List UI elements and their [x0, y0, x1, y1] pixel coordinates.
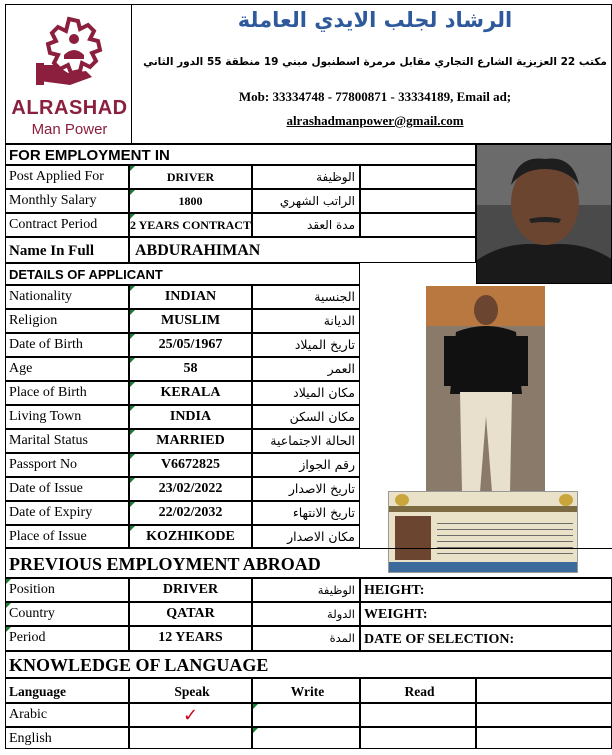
details-row-label: Place of Issue: [5, 525, 129, 548]
details-row-label: Date of Birth: [5, 333, 129, 357]
language-header-write: Write: [252, 678, 360, 703]
details-row-label: Age: [5, 357, 129, 381]
details-row-label: Place of Birth: [5, 381, 129, 405]
details-row-arabic: العمر: [252, 357, 360, 381]
previous-row-arabic: الوظيفة: [252, 578, 360, 602]
details-row-arabic: تاريخ الانتهاء: [252, 501, 360, 525]
employment-row-label: Monthly Salary: [5, 189, 129, 213]
language-row-name: Arabic: [5, 703, 129, 727]
previous-row-arabic: الدولة: [252, 602, 360, 626]
portrait-image: [477, 145, 612, 284]
language-header-language: Language: [5, 678, 129, 703]
language-blank-cell: [476, 703, 612, 727]
employment-row-arabic: مدة العقد: [252, 213, 360, 237]
employment-row-label: Contract Period: [5, 213, 129, 237]
logo-text-bottom: Man Power: [31, 121, 108, 138]
details-row-value: KOZHIKODE: [129, 525, 252, 548]
language-write-cell[interactable]: [252, 727, 360, 749]
language-header-blank: [476, 678, 612, 703]
details-row-arabic: الجنسية: [252, 285, 360, 309]
details-row-arabic: تاريخ الاصدار: [252, 477, 360, 501]
previous-row-value: QATAR: [129, 602, 252, 626]
language-read-cell[interactable]: [360, 727, 476, 749]
name-value: ABDURAHIMAN: [129, 237, 476, 263]
language-speak-check[interactable]: ✓: [129, 703, 252, 727]
details-row-arabic: مكان الميلاد: [252, 381, 360, 405]
language-write-cell[interactable]: [252, 703, 360, 727]
details-row-value: MUSLIM: [129, 309, 252, 333]
employment-row-value: 1800: [129, 189, 252, 213]
details-row-value: INDIA: [129, 405, 252, 429]
full-body-image: [426, 286, 545, 492]
id-card-seal-icon: [395, 494, 409, 506]
details-row-value: 58: [129, 357, 252, 381]
details-row-label: Marital Status: [5, 429, 129, 453]
employment-row-arabic: الراتب الشهري: [252, 189, 360, 213]
employment-row-blank: [360, 213, 476, 237]
logo-text-top: ALRASHAD: [11, 97, 128, 119]
previous-row-right-field: DATE OF SELECTION:: [360, 626, 612, 651]
previous-row-right-field: WEIGHT:: [360, 602, 612, 626]
details-row-label: Living Town: [5, 405, 129, 429]
previous-row-label: Position: [5, 578, 129, 602]
previous-row-label: Period: [5, 626, 129, 651]
previous-row-value: DRIVER: [129, 578, 252, 602]
name-label: Name In Full: [5, 237, 129, 263]
details-row-arabic: رقم الجواز: [252, 453, 360, 477]
details-row-arabic: الديانة: [252, 309, 360, 333]
details-row-label: Passport No: [5, 453, 129, 477]
details-row-value: 22/02/2032: [129, 501, 252, 525]
employment-section-title: FOR EMPLOYMENT IN: [5, 144, 476, 165]
details-row-value: INDIAN: [129, 285, 252, 309]
details-row-arabic: الحالة الاجتماعية: [252, 429, 360, 453]
details-row-value: 23/02/2022: [129, 477, 252, 501]
language-section-title: KNOWLEDGE OF LANGUAGE: [5, 651, 612, 678]
employment-row-blank: [360, 165, 476, 189]
details-row-label: Date of Issue: [5, 477, 129, 501]
applicant-photo-full: [426, 286, 545, 492]
employment-row-label: Post Applied For: [5, 165, 129, 189]
logo-icon: [34, 15, 104, 93]
details-row-label: Nationality: [5, 285, 129, 309]
previous-row-right-field: HEIGHT:: [360, 578, 612, 602]
id-card-header-band: [389, 506, 578, 512]
details-row-arabic: مكان الاصدار: [252, 525, 360, 548]
details-row-label: Religion: [5, 309, 129, 333]
employment-row-value: DRIVER: [129, 165, 252, 189]
language-header-read: Read: [360, 678, 476, 703]
details-row-value: MARRIED: [129, 429, 252, 453]
company-address: مكتب 22 العزيزية الشارع التجاري مقابل مرمرة اسطنبول مبني 19 منطقة 55 الدور الثاني: [143, 56, 607, 68]
logo-box: [5, 4, 132, 144]
language-header-speak: Speak: [129, 678, 252, 703]
applicant-photo-portrait: [476, 144, 612, 284]
company-email[interactable]: alrashadmanpower@gmail.com: [286, 113, 464, 128]
details-row-arabic: مكان السكن: [252, 405, 360, 429]
employment-row-arabic: الوظيفة: [252, 165, 360, 189]
id-card-seal-icon-right: [559, 494, 573, 506]
details-row-value: V6672825: [129, 453, 252, 477]
company-title: الرشاد لجلب الايدي العاملة: [237, 8, 513, 32]
previous-row-arabic: المدة: [252, 626, 360, 651]
language-blank-cell: [476, 727, 612, 749]
employment-row-blank: [360, 189, 476, 213]
previous-row-label: Country: [5, 602, 129, 626]
employment-row-value: 2 YEARS CONTRACT: [129, 213, 252, 237]
previous-row-value: 12 YEARS: [129, 626, 252, 651]
previous-section-title: PREVIOUS EMPLOYMENT ABROAD: [5, 548, 612, 578]
company-phones: Mob: 33334748 - 77800871 - 33334189, Email ad;: [238, 89, 512, 104]
details-section-title: DETAILS OF APPLICANT: [5, 263, 360, 285]
language-row-name: English: [5, 727, 129, 749]
details-row-value: 25/05/1967: [129, 333, 252, 357]
language-speak-check[interactable]: [129, 727, 252, 749]
details-row-label: Date of Expiry: [5, 501, 129, 525]
details-row-value: KERALA: [129, 381, 252, 405]
details-row-arabic: تاريخ الميلاد: [252, 333, 360, 357]
language-read-cell[interactable]: [360, 703, 476, 727]
